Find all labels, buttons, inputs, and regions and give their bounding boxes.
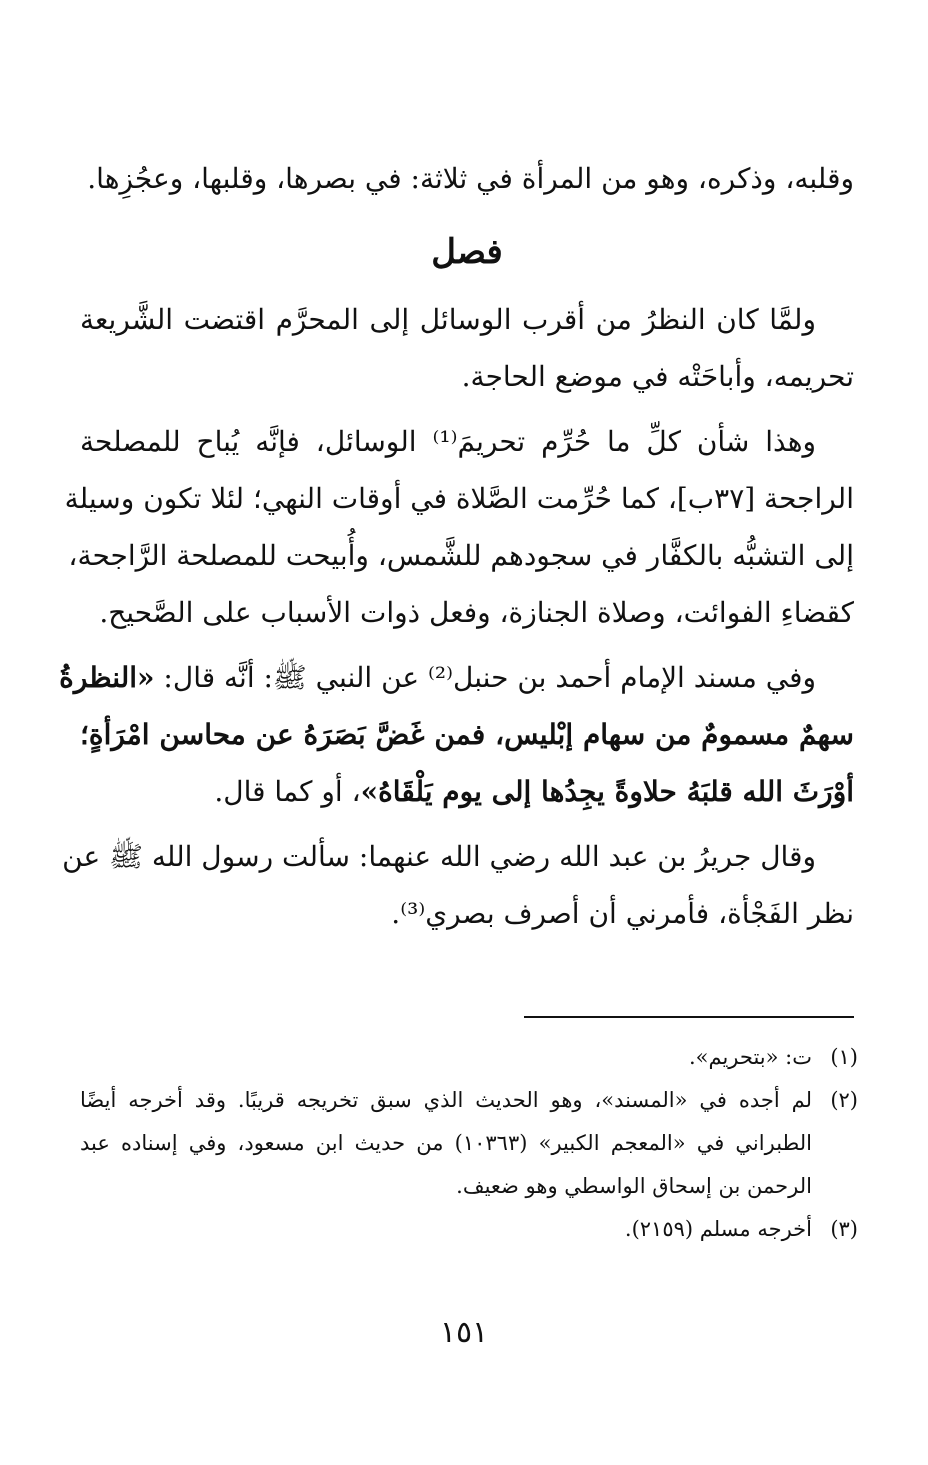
footnote-2 bbox=[80, 1079, 858, 1208]
text-line: وهذا شأن كلِّ ما حُرِّم تحريمَ⁽¹⁾ الوسائل، فإنَّه يُباح للمصلحة bbox=[80, 425, 816, 458]
text-plain: ، أو كما قال. bbox=[214, 775, 361, 808]
intro-line: وقلبه، وذكره، وهو من المرأة في ثلاثة: في بصرها، وقلبها، وعجُزِها. bbox=[87, 162, 854, 195]
footnotes bbox=[80, 1036, 858, 1251]
section-title: فصل bbox=[431, 232, 503, 272]
footnote-line: الطبراني في «المعجم الكبير» (١٠٣٦٣) من حديث ابن مسعود، وفي إسناده عبد bbox=[80, 1131, 812, 1155]
footnote-number: (٣) bbox=[830, 1217, 858, 1241]
text-line: كقضاءِ الفوائت، وصلاة الجنازة، وفعل ذوات الأسباب على الصَّحيح. bbox=[99, 596, 854, 629]
paragraph-4 bbox=[62, 828, 854, 942]
text-line: الراجحة [٣٧ب]، كما حُرِّمت الصَّلاة في أوقات النهي؛ لئلا تكون وسيلة bbox=[64, 482, 854, 515]
page-number: ١٥١ bbox=[439, 1315, 489, 1350]
hadith-quote: «النظرةُ bbox=[59, 661, 155, 694]
paragraph-3 bbox=[59, 649, 854, 820]
footnote-1 bbox=[80, 1036, 858, 1079]
text-line: وقال جريرُ بن عبد الله رضي الله عنهما: سألت رسول الله ﷺ عن bbox=[62, 840, 816, 873]
footnote-3 bbox=[80, 1208, 858, 1251]
footnote-body bbox=[80, 1036, 812, 1079]
footnote-line: لم أجده في «المسند»، وهو الحديث الذي سبق تخريجه قريبًا. وقد أخرجه أيضًا bbox=[80, 1088, 812, 1112]
paragraph-2 bbox=[64, 413, 854, 641]
footnote-line: أخرجه مسلم (٢١٥٩). bbox=[624, 1217, 812, 1241]
text-line bbox=[59, 649, 854, 706]
footnote-line: ت: «بتحريم». bbox=[688, 1045, 812, 1069]
paragraph-1 bbox=[80, 291, 854, 405]
hadith-quote: أوْرَثَ الله قلبَهُ حلاوةً يجِدُها إلى يوم يَلْقَاهُ» bbox=[360, 775, 854, 808]
text-line: إلى التشبُّه بالكفَّار في سجودهم للشَّمس، وأُبيحت للمصلحة الرَّاجحة، bbox=[68, 539, 854, 572]
text-line bbox=[80, 763, 854, 820]
footnote-divider bbox=[524, 1016, 854, 1018]
footnote-line: الرحمن بن إسحاق الواسطي وهو ضعيف. bbox=[456, 1174, 812, 1198]
main-text bbox=[59, 150, 854, 950]
footnote-body bbox=[80, 1079, 812, 1208]
text-line: ولمَّا كان النظرُ من أقرب الوسائل إلى المحرَّم اقتضت الشَّريعة bbox=[80, 303, 816, 336]
text-plain: وفي مسند الإمام أحمد بن حنبل⁽²⁾ عن النبي ﷺ: أنَّه قال: bbox=[154, 661, 816, 694]
hadith-quote-line: سهمٌ مسمومٌ من سهام إبْليس، فمن غَضَّ بَصَرَهُ عن محاسن امْرَأةٍ؛ bbox=[80, 718, 854, 751]
footnote-number: (١) bbox=[830, 1045, 858, 1069]
footnote-body bbox=[80, 1208, 812, 1251]
footnote-number: (٢) bbox=[830, 1088, 858, 1112]
text-line: نظر الفَجْأة، فأمرني أن أصرف بصري⁽³⁾. bbox=[391, 897, 854, 930]
text-line: تحريمه، وأباحَتْه في موضع الحاجة. bbox=[461, 360, 854, 393]
